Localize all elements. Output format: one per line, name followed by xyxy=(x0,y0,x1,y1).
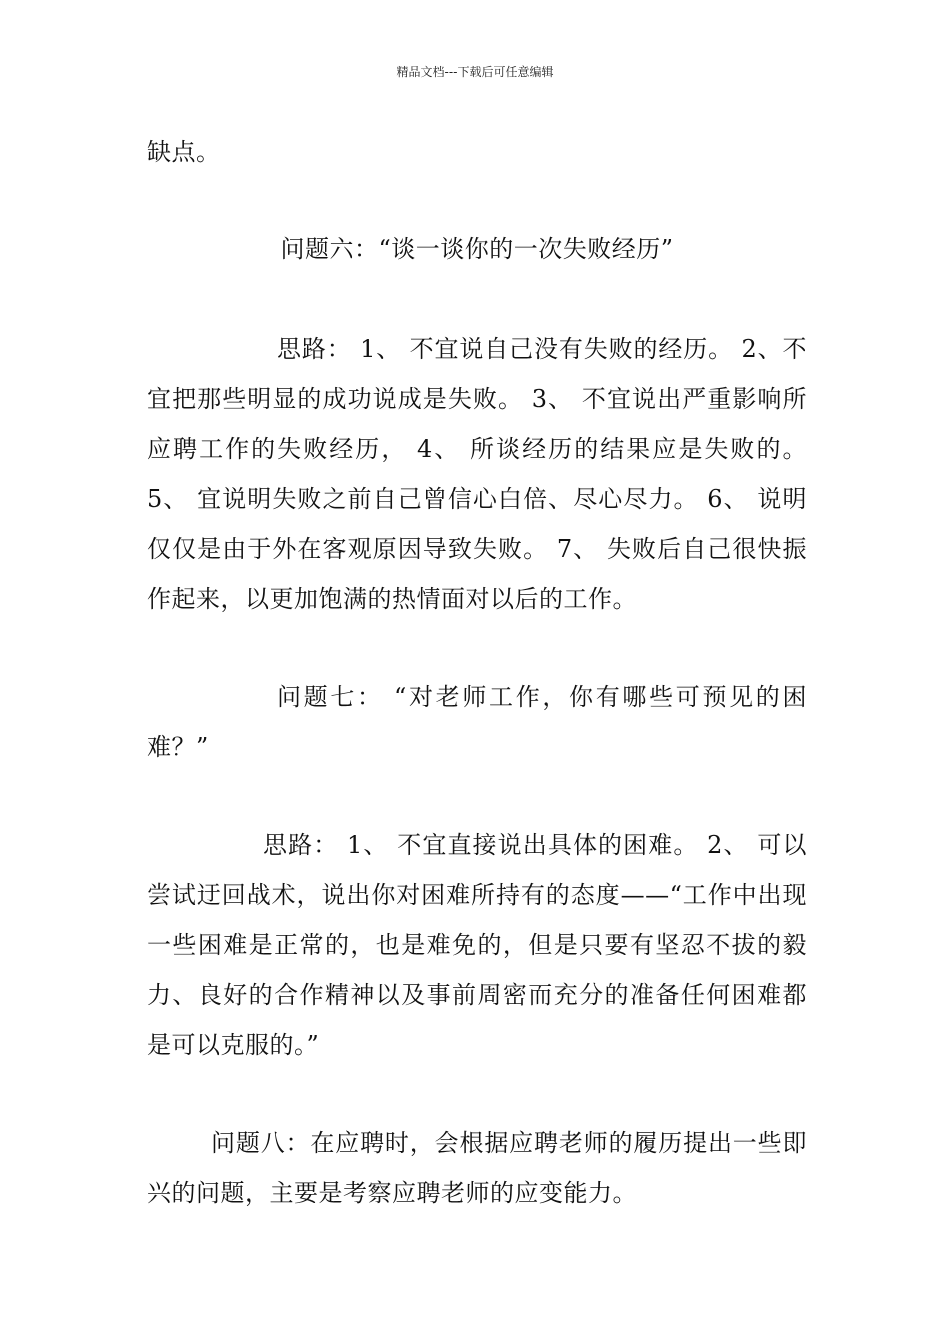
question-eight-block xyxy=(147,1118,807,1218)
document-body xyxy=(147,127,807,177)
question-seven-heading: 问题七： “对老师工作，你有哪些可预见的困难？” xyxy=(147,683,807,761)
question-eight-paragraph: 问题八：在应聘时，会根据应聘老师的履历提出一些即兴的问题，主要是考察应聘老师的应变能力。 xyxy=(147,1129,807,1207)
question-seven-block xyxy=(147,672,807,772)
page-header: 精品文档---下载后可任意编辑 xyxy=(396,65,554,79)
answer-six-block xyxy=(147,324,807,624)
answer-six-paragraph: 思路： 1、 不宜说自己没有失败的经历。 2、不宜把那些明显的成功说成是失败。 3、 不宜说出严重影响所应聘工作的失败经历， 4、 所谈经历的结果应是失败的。 5、 宜说明失败之前自己曾信心白倍、尽心尽力。 6、 说明仅仅是由于外在客观原因导致失败。 7、 失败后自己很快振作起来，以更加饱满的热情面对以后的工作。 xyxy=(147,335,807,613)
answer-seven-paragraph: 思路： 1、 不宜直接说出具体的困难。 2、 可以尝试迂回战术，说出你对困难所持有的态度——“工作中出现一些困难是正常的，也是难免的，但是只要有坚忍不拔的毅力、良好的合作精神以及事前周密而充分的准备任何困难都是可以克服的。” xyxy=(147,831,807,1059)
question-six-heading-block xyxy=(147,224,807,274)
question-six-heading: 问题六：“谈一谈你的一次失败经历” xyxy=(280,235,674,263)
paragraph-continuation: 缺点。 xyxy=(147,138,221,166)
answer-seven-block xyxy=(147,820,807,1070)
